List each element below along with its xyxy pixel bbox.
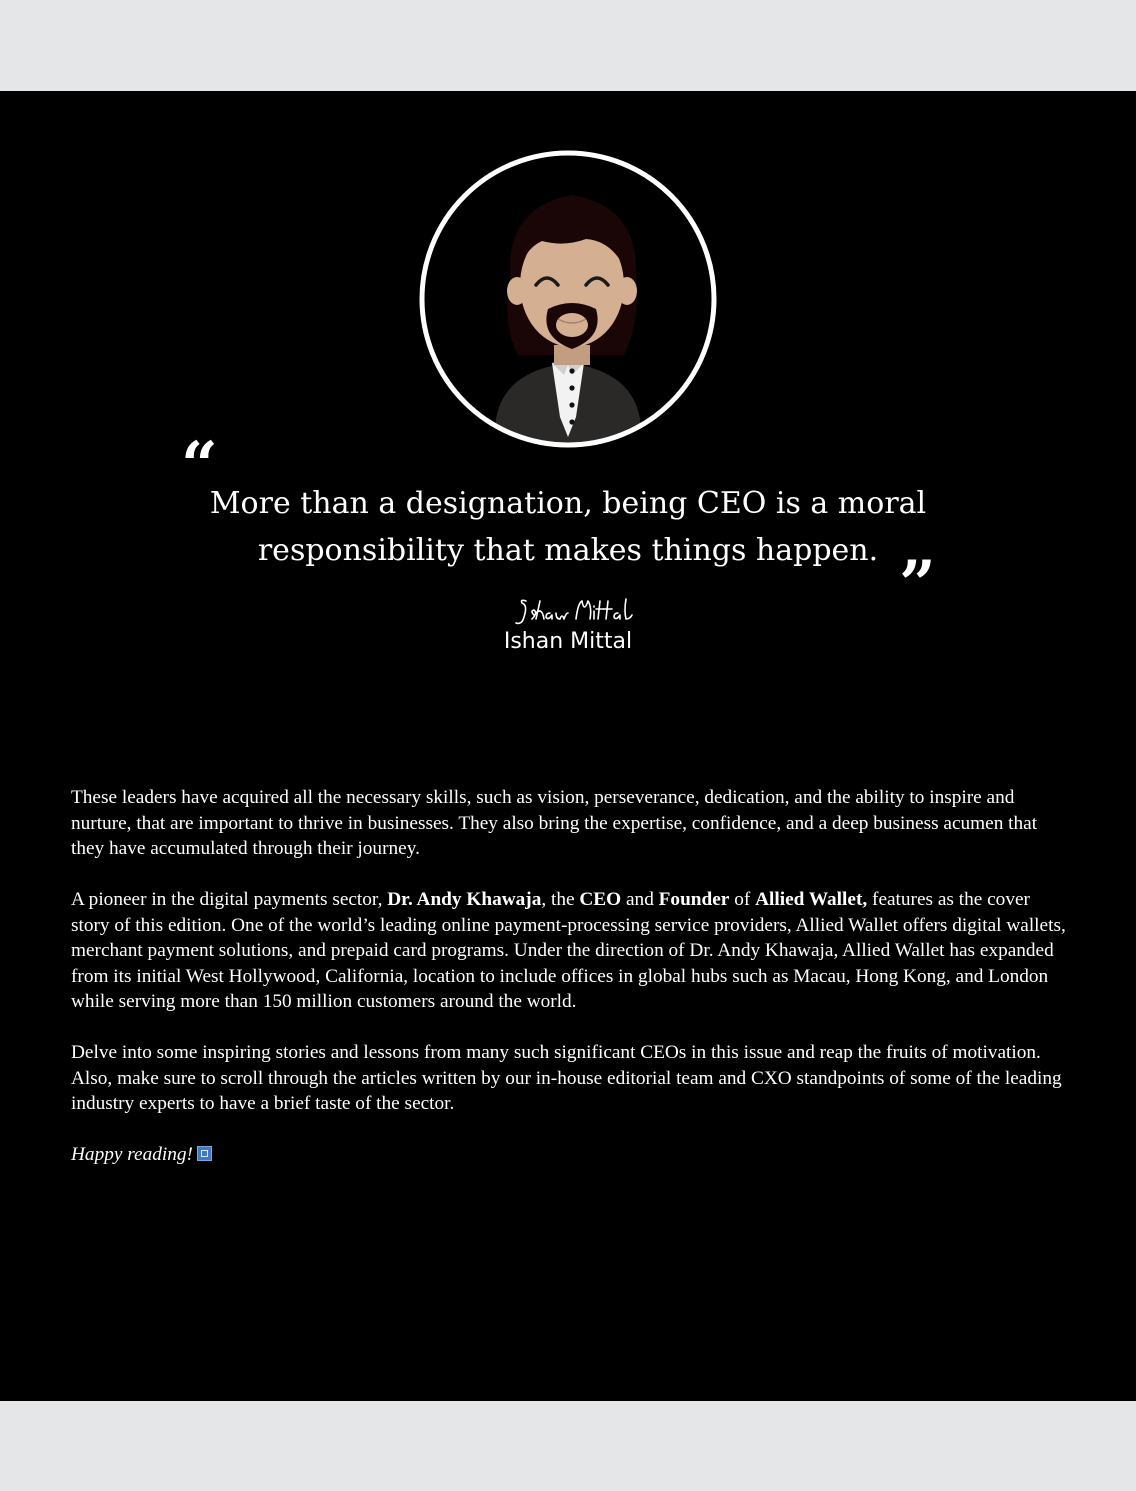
paragraph-cover-story — [71, 887, 1071, 1015]
text-segment: of — [729, 889, 756, 910]
paragraph-intro: These leaders have acquired all the necessary skills, such as vision, perseverance, dedication, and the ability to inspire and nurture, that are important to thrive in businesses. They also bring the expertise, confidence, and a deep business acumen that they have accumulated through their journey. — [71, 787, 1038, 859]
quote-author: Ishan Mittal — [503, 629, 633, 654]
image-placeholder-icon — [197, 1146, 212, 1161]
text-segment: , the — [541, 889, 580, 910]
open-quote-icon: “ — [181, 428, 218, 503]
text-segment: A pioneer in the digital payments sector, — [71, 889, 388, 910]
article-body — [71, 785, 1071, 1193]
paragraph-outro: Delve into some inspiring stories and lessons from many such significant CEOs in this issue and reap the fruits of motivation. Also, make sure to scroll through the articles written by our in-house editorial team and CXO standpoints of some of the leading industry experts to have a brief taste of the sector. — [71, 1042, 1062, 1114]
role-founder: Founder — [658, 889, 730, 910]
text-segment: and — [621, 889, 659, 910]
avatar-illustration-icon — [418, 149, 718, 449]
text-segment: features as the cover story of this edition. One of the world’s leading online payment-processing service providers, Allied Wallet offers digital wallets, merchant payment solutions, and prepaid card programs. Under the direction of Dr. Andy Khawaja, Allied Wallet has expanded from its initial West Hollywood, California, location to include offices in global hubs such as Macau, Hong Kong, and London while serving more than 150 million customers around the world. — [71, 889, 1066, 1012]
role-ceo: CEO — [579, 889, 622, 910]
closing-line — [71, 1142, 1071, 1168]
handwritten-signature — [468, 593, 668, 629]
close-quote-icon: ” — [899, 547, 936, 622]
company-name: Allied Wallet, — [755, 889, 868, 910]
person-name: Dr. Andy Khawaja — [387, 889, 542, 910]
pull-quote: More than a designation, being CEO is a moral responsibility that makes things happen. — [209, 486, 927, 568]
ceo-avatar — [418, 149, 718, 449]
editorial-page — [0, 91, 1136, 1401]
closing-text: Happy reading! — [71, 1144, 193, 1165]
